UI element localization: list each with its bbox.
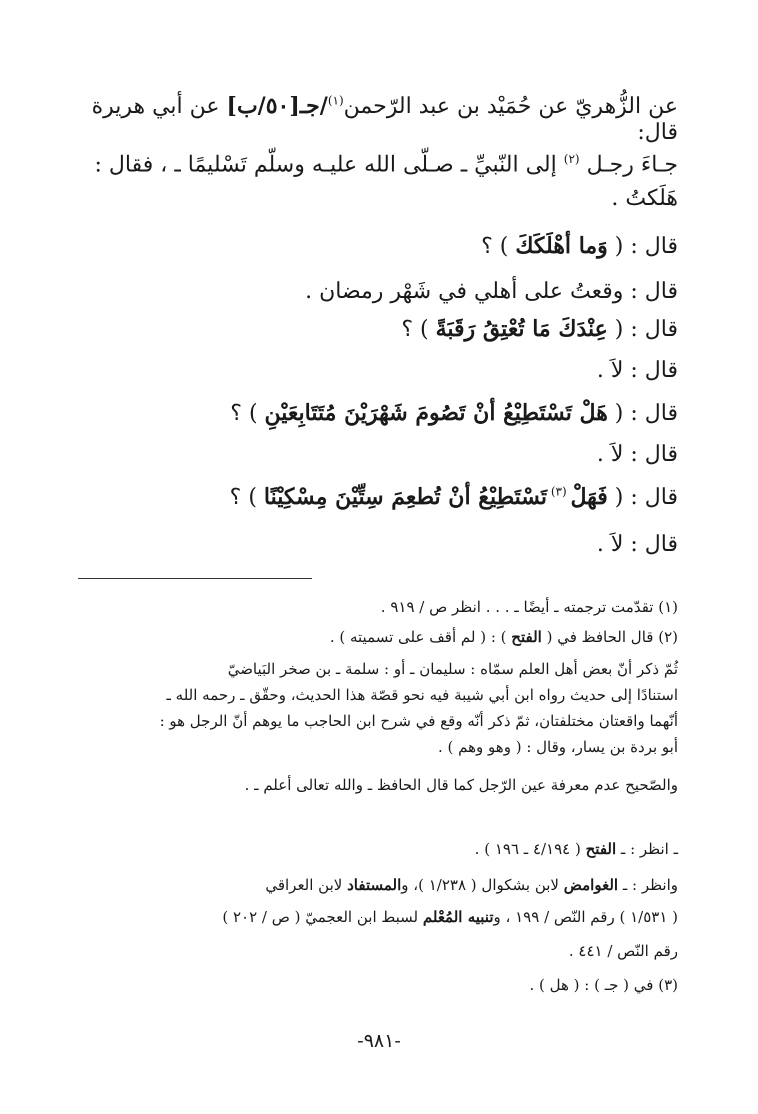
dialogue-line: قال : ( وَما أهْلَكَكَ ) ؟ bbox=[481, 233, 678, 259]
footnote-line: (٣) في ( جـ ) : ( هل ) . bbox=[529, 976, 678, 994]
footnote-line: (١) تقدّمت ترجمته ـ أيضًا ـ . . . انظر ص / ٩١٩ . bbox=[380, 598, 678, 616]
footnote-line: رقم النّص / ٤٤١ . bbox=[568, 942, 678, 960]
footnote-line: (٢) قال الحافظ في ( الفتح ) : ( لم أقف على تسميته ) . bbox=[329, 628, 678, 646]
footnote-line: ( ١/٥٣١ ) رقم النّص / ١٩٩ ، وتنبيه المُعْلم لسبط ابن العجميّ ( ص / ٢٠٢ ) bbox=[222, 908, 678, 926]
footnote-line: أبو بردة بن يسار، وقال : ( وهو وهم ) . bbox=[437, 738, 678, 756]
footnote-line: وانظر : ـ الغوامض لابن بشكوال ( ١/٢٣٨ )، والمستفاد لابن العراقي bbox=[265, 876, 678, 894]
footnote-line: ـ انظر : ـ الفتح ( ٤/١٩٤ ـ ١٩٦ ) . bbox=[474, 840, 678, 858]
dialogue-line: قال : ( هَلْ تَسْتَطِيْعُ أنْ تَصُومَ شَهْرَيْنَ مُتَتَابِعَيْنِ ) ؟ bbox=[230, 400, 678, 426]
dialogue-line: قال : ( فَهَلْ $^{(٣)}$ تَسْتَطِيْعُ أنْ تُطعِمَ سِتِّيْنَ مِسْكِيْنًا ) ؟ bbox=[229, 484, 678, 510]
dialogue-line: قال : لاَ . bbox=[596, 442, 678, 467]
dialogue-line: قال : لاَ . bbox=[596, 532, 678, 557]
dialogue-line: قال : وقعتُ على أهلي في شَهْر رمضان . bbox=[305, 279, 678, 304]
footnote-line: والصّحيح عدم معرفة عين الرّجل كما قال الحافظ ـ والله تعالى أعلم ـ . bbox=[244, 776, 678, 794]
narrative-line: جـاءَ رجـل $^{(٢)}$ إلى النّبيِّ ـ صـلّى الله عليـه وسلّم تَسْليمًا ـ ، فقال : bbox=[94, 152, 678, 178]
footnote-separator bbox=[78, 578, 312, 579]
dialogue-line: قال : ( عِنْدَكَ مَا تُعْتِقُ رَقَبَةً ) ؟ bbox=[401, 316, 678, 342]
footnote-line: أنّهما واقعتان مختلفتان، ثمّ ذكر أنّه وقع في شرح ابن الحاجب ما يوهم أنّ الرجل هو : bbox=[159, 712, 678, 730]
narrative-line-cont: هَلَكتُ . bbox=[611, 186, 678, 211]
page-number: -٩٨١- bbox=[357, 1030, 401, 1052]
footnote-line: ثُمّ ذكر أنّ بعض أهل العلم سمّاه : سليمان ـ أو : سلمة ـ بن صخر البَياضيّ bbox=[227, 660, 678, 678]
dialogue-line: قال : لاَ . bbox=[596, 358, 678, 383]
isnad-line: عن الزُّهريّ عن حُمَيْد بن عبد الرّحمن$^{(١)}$/جـ[٥٠/ب] عن أبي هريرة قال: bbox=[91, 93, 678, 146]
footnote-line: استنادًا إلى حديث رواه ابن أبي شيبة فيه نحو قصّة هذا الحديث، وحقّق ـ رحمه الله ـ bbox=[166, 686, 678, 704]
